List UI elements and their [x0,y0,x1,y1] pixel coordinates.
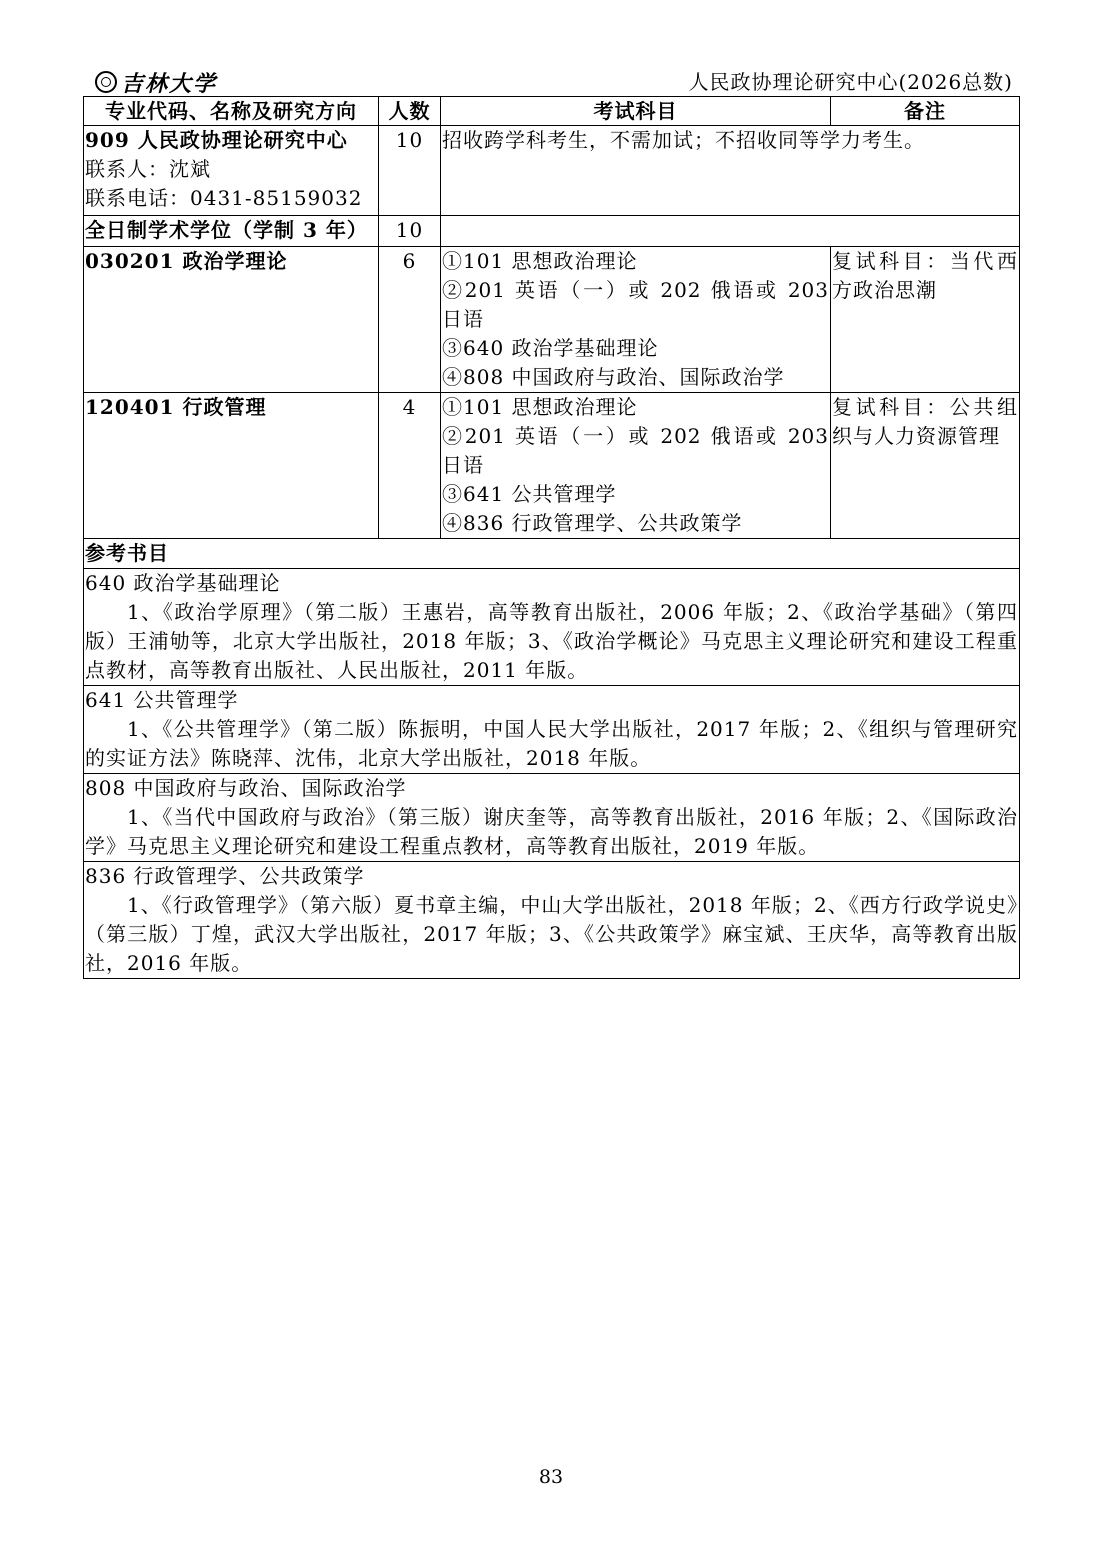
major-exams [441,247,831,393]
major-row [84,393,1020,539]
university-logo [95,68,217,96]
exam-line: ③640 政治学基础理论 [442,336,659,360]
references-title: 参考书目 [84,539,1020,569]
header-exam: 考试科目 [441,97,831,126]
unit-note: 招收跨学科考生，不需加试；不招收同等学力考生。 [441,126,1020,216]
page-number: 83 [538,1466,564,1488]
admission-table [83,96,1020,979]
seal-icon [95,71,117,93]
degree-row [84,216,1020,247]
header-major: 专业代码、名称及研究方向 [84,97,379,126]
remark-line: 方政治思潮 [832,278,937,302]
reference-subject: 641 公共管理学 [85,688,239,712]
reference-cell [84,862,1020,979]
reference-row [84,569,1020,686]
reference-cell [84,569,1020,686]
reference-text: 1、《政治学原理》（第二版）王惠岩，高等教育出版社，2006 年版；2、《政治学基础》（第四版）王浦劬等，北京大学出版社，2018 年版；3、《政治学概论》马克思主义理论研究和建设工程重点教材，高等教育出版社、人民出版社，2011 年版。 [85,600,1018,682]
unit-row [84,126,1020,216]
header-title: 人民政协理论研究中心(2026总数) [688,70,1013,94]
reference-row [84,862,1020,979]
unit-info [84,126,379,216]
major-exams [441,393,831,539]
major-remark [831,393,1020,539]
reference-row [84,774,1020,862]
remark-line: 复试科目：公共组 [832,395,1018,419]
page-header [83,68,1019,96]
major-remark [831,247,1020,393]
exam-line: 日语 [442,307,484,331]
exam-line: ④836 行政管理学、公共政策学 [442,511,743,535]
table-header-row [84,97,1020,126]
exam-line: ④808 中国政府与政治、国际政治学 [442,365,785,389]
degree-count: 10 [379,216,441,247]
header-remark: 备注 [831,97,1020,126]
degree-empty [441,216,1020,247]
reference-row [84,686,1020,774]
unit-contact: 联系人：沈斌 [85,157,211,181]
header-count: 人数 [379,97,441,126]
reference-subject: 640 政治学基础理论 [85,571,281,595]
reference-cell [84,774,1020,862]
major-count: 4 [379,393,441,539]
major-count: 6 [379,247,441,393]
unit-phone: 联系电话：0431-85159032 [85,186,363,210]
major-row [84,247,1020,393]
exam-line: 日语 [442,453,484,477]
exam-line: ②201 英语（一）或 202 俄语或 203 [442,424,829,448]
major-name: 120401 行政管理 [84,393,379,539]
exam-line: ①101 思想政治理论 [442,395,638,419]
unit-count: 10 [379,126,441,216]
reference-subject: 836 行政管理学、公共政策学 [85,864,365,888]
degree-label: 全日制学术学位（学制 3 年） [84,216,379,247]
remark-line: 织与人力资源管理 [832,424,1000,448]
reference-text: 1、《当代中国政府与政治》（第三版）谢庆奎等，高等教育出版社，2016 年版；2、《国际政治学》马克思主义理论研究和建设工程重点教材，高等教育出版社，2019 年版。 [85,805,1018,858]
exam-line: ③641 公共管理学 [442,482,617,506]
exam-line: ②201 英语（一）或 202 俄语或 203 [442,278,829,302]
remark-line: 复试科目：当代西 [832,249,1018,273]
reference-text: 1、《行政管理学》（第六版）夏书章主编，中山大学出版社，2018 年版；2、《西方行政学说史》（第三版）丁煌，武汉大学出版社，2017 年版；3、《公共政策学》麻宝斌、王庆华，高等教育出版社，2016 年版。 [85,893,1018,975]
reference-subject: 808 中国政府与政治、国际政治学 [85,776,407,800]
reference-cell [84,686,1020,774]
reference-text: 1、《公共管理学》（第二版）陈振明，中国人民大学出版社，2017 年版；2、《组织与管理研究的实证方法》陈晓萍、沈伟，北京大学出版社，2018 年版。 [85,717,1018,770]
unit-name: 909 人民政协理论研究中心 [85,128,348,152]
major-name: 030201 政治学理论 [84,247,379,393]
exam-line: ①101 思想政治理论 [442,249,638,273]
logo-text: 吉林大学 [121,70,218,97]
references-title-row [84,539,1020,569]
